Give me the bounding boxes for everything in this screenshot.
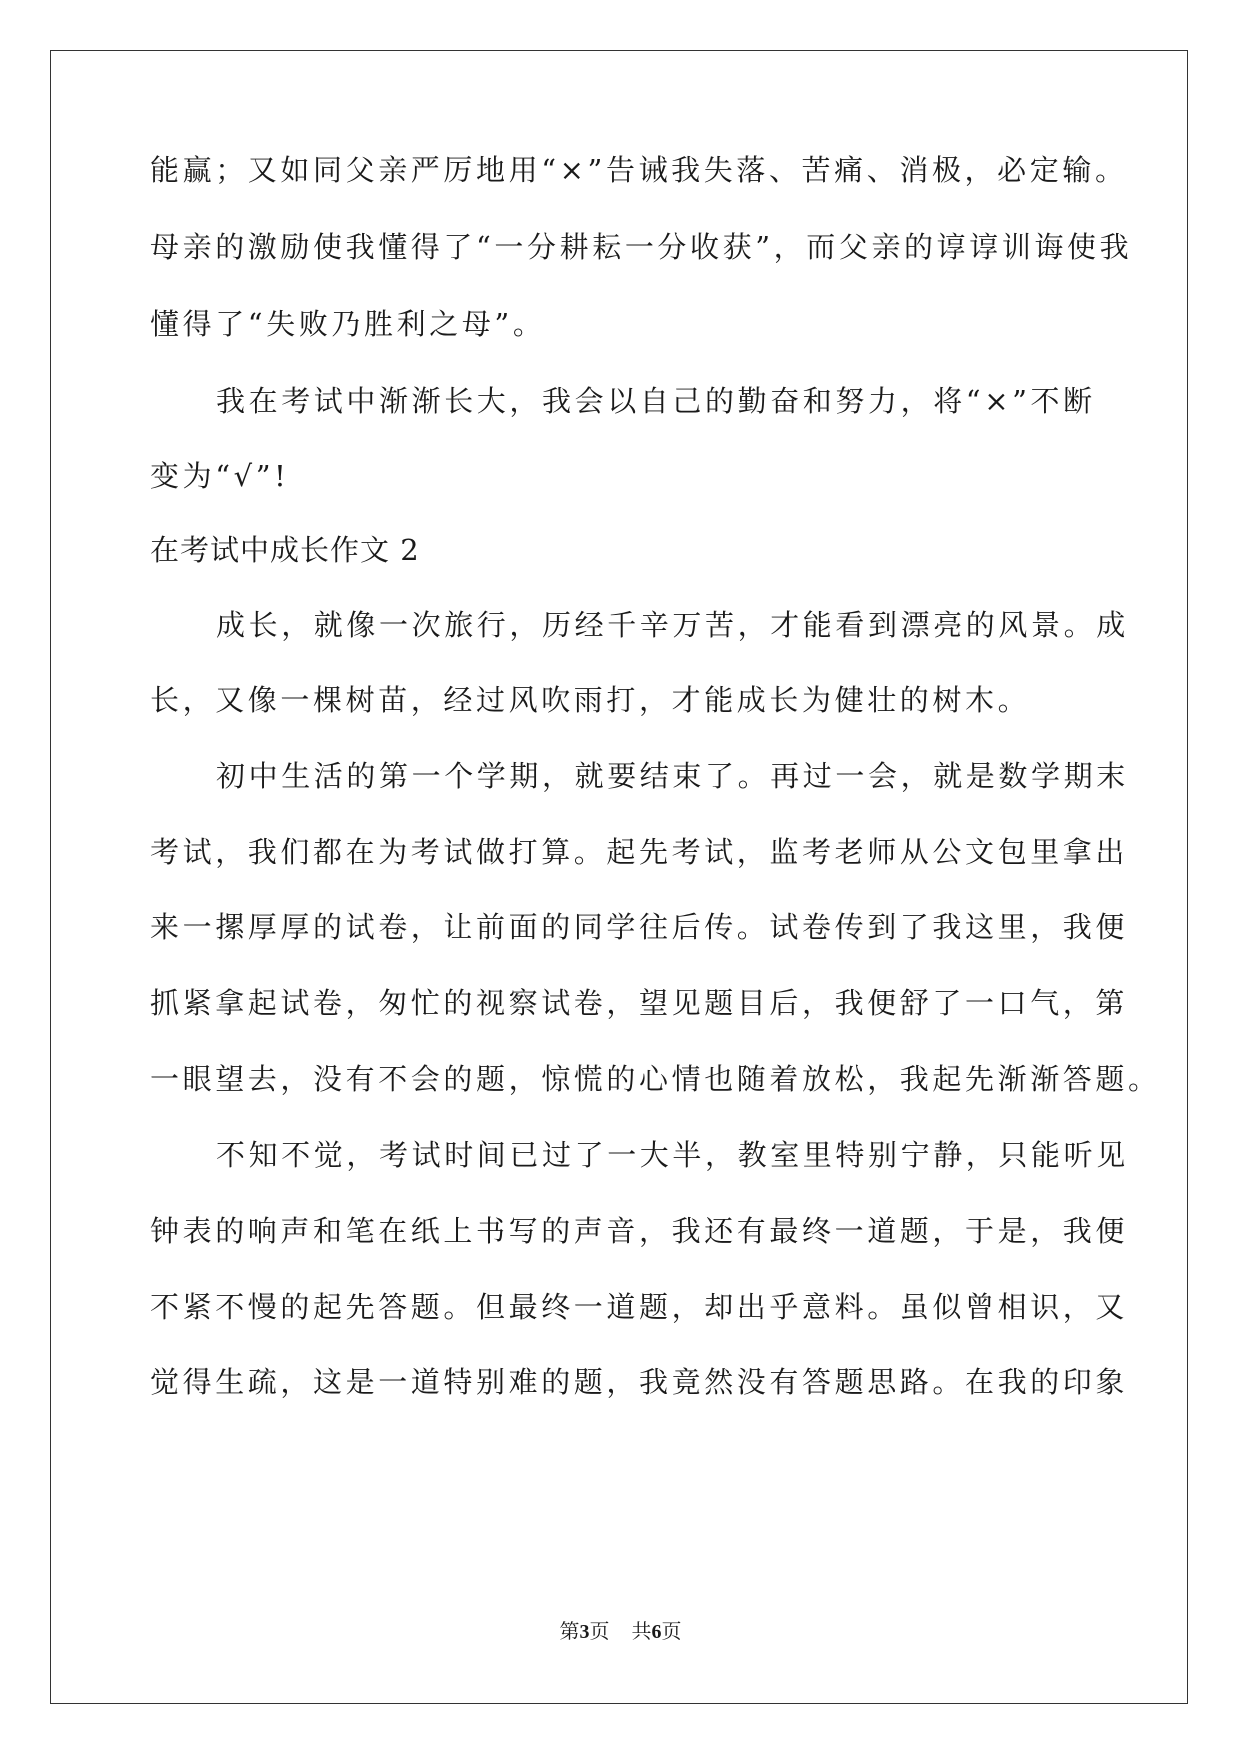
text-line: 不紧不慢的起先答题。但最终一道题，却出乎意料。虽似曾相识，又: [150, 1290, 1129, 1324]
text-line: 变为“√”!: [150, 459, 290, 493]
text-line: 不知不觉，考试时间已过了一大半，教室里特别宁静，只能听见: [216, 1138, 1129, 1172]
footer-page-word: 页: [589, 1619, 610, 1643]
text-line: 钟表的响声和笔在纸上书写的声音，我还有最终一道题，于是，我便: [150, 1214, 1129, 1248]
text-line: 能赢；又如同父亲严厉地用“×”告诫我失落、苦痛、消极，必定输。: [150, 153, 1128, 187]
text-line: 母亲的激励使我懂得了“一分耕耘一分收获”，而父亲的谆谆训诲使我: [150, 230, 1133, 264]
text-line: 一眼望去，没有不会的题，惊慌的心情也随着放松，我起先渐渐答题。: [150, 1062, 1161, 1096]
text-line: 来一摞厚厚的试卷，让前面的同学往后传。试卷传到了我这里，我便: [150, 910, 1129, 944]
text-line: 成长，就像一次旅行，历经千辛万苦，才能看到漂亮的风景。成: [216, 608, 1129, 642]
section-heading: 在考试中成长作文 2: [150, 533, 420, 567]
text-line: 初中生活的第一个学期，就要结束了。再过一会，就是数学期末: [216, 759, 1129, 793]
page-border: [50, 50, 1188, 1704]
text-line: 考试，我们都在为考试做打算。起先考试，监考老师从公文包里拿出: [150, 835, 1129, 869]
text-line: 我在考试中渐渐长大，我会以自己的勤奋和努力，将“×”不断: [216, 384, 1096, 418]
footer-total-prefix: 共: [631, 1619, 652, 1643]
text-line: 懂得了“失败乃胜利之母”。: [150, 307, 546, 341]
current-page-number: 3: [579, 1621, 590, 1643]
footer-prefix: 第: [559, 1619, 580, 1643]
text-line: 长，又像一棵树苗，经过风吹雨打，才能成长为健壮的树木。: [150, 683, 1031, 717]
footer-total-suffix: 页: [661, 1619, 682, 1643]
text-line: 抓紧拿起试卷，匆忙的视察试卷，望见题目后，我便舒了一口气，第: [150, 986, 1129, 1020]
page-footer: [0, 1618, 1241, 1645]
total-page-number: 6: [651, 1621, 662, 1643]
text-line: 觉得生疏，这是一道特别难的题，我竟然没有答题思路。在我的印象: [150, 1365, 1129, 1399]
